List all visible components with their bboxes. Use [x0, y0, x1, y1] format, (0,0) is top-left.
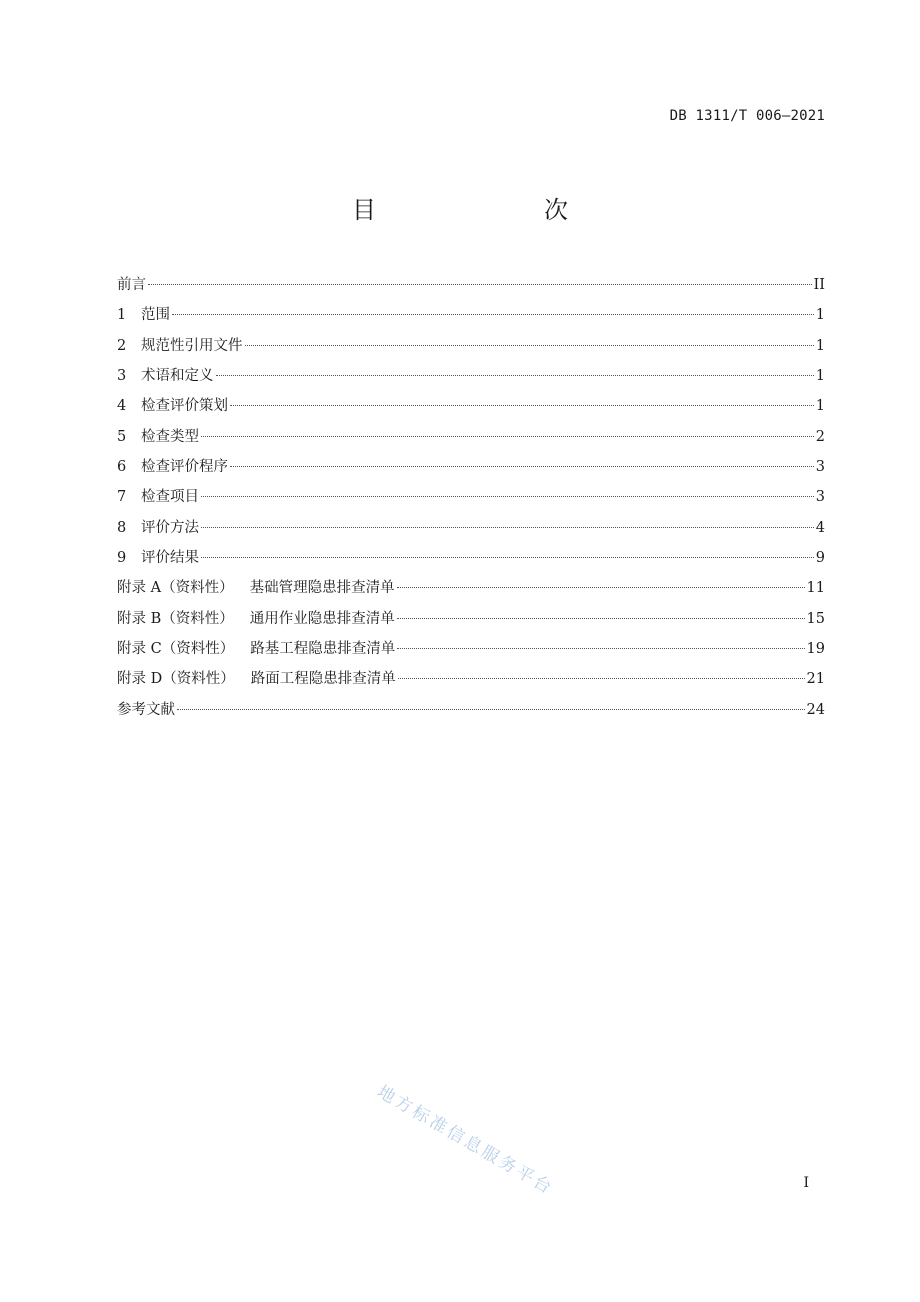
toc-entry-label — [117, 695, 175, 725]
toc-entry-subtitle: 路面工程隐患排查清单 — [250, 671, 396, 688]
toc-leader-dots — [397, 618, 805, 619]
toc-entry[interactable] — [117, 695, 825, 725]
toc-entry-number: 9 — [117, 550, 127, 567]
toc-entry-title: 附录 C（资料性） — [117, 641, 235, 658]
toc-entry-title: 附录 A（资料性） — [117, 580, 234, 597]
toc-entry-page: 21 — [806, 671, 825, 688]
toc-leader-dots — [245, 345, 814, 346]
toc-title: 目 次 — [352, 196, 608, 224]
toc-leader-dots — [201, 527, 814, 528]
toc-entry[interactable] — [117, 664, 825, 694]
toc-leader-dots — [397, 587, 805, 588]
toc-entry-subtitle: 通用作业隐患排查清单 — [249, 610, 395, 627]
toc-entry[interactable] — [117, 543, 825, 573]
toc-entry[interactable] — [117, 300, 825, 330]
toc-leader-dots — [230, 466, 814, 467]
toc-entry-title: 术语和定义 — [141, 368, 214, 385]
toc-entry[interactable] — [117, 452, 825, 482]
toc-entry-page: 1 — [815, 398, 825, 415]
toc-entry[interactable] — [117, 513, 825, 543]
toc-entry-page: 3 — [815, 489, 825, 506]
toc-entry-label — [117, 634, 395, 664]
toc-entry-page: 1 — [815, 337, 825, 354]
toc-entry-number: 1 — [117, 307, 127, 324]
toc-entry-label — [117, 391, 228, 421]
toc-entry[interactable] — [117, 634, 825, 664]
toc-entry-number: 2 — [117, 337, 127, 354]
toc-entry-page: 3 — [815, 459, 825, 476]
watermark: 地方标准信息服务平台 — [373, 1082, 557, 1200]
toc-leader-dots — [216, 375, 814, 376]
document-code: DB 1311/T 006—2021 — [669, 108, 825, 124]
toc-entry-title: 评价结果 — [141, 550, 199, 567]
toc-entry-label — [117, 452, 228, 482]
toc-entry-title: 评价方法 — [141, 519, 199, 536]
toc-leader-dots — [172, 314, 814, 315]
toc-entry[interactable] — [117, 331, 825, 361]
toc-entry-label — [117, 422, 199, 452]
toc-leader-dots — [201, 557, 814, 558]
toc-entry-page: 9 — [815, 550, 825, 567]
toc-entry-page: 19 — [806, 641, 825, 658]
toc-entry-title: 附录 B（资料性） — [117, 610, 234, 627]
table-of-contents — [117, 270, 825, 725]
toc-entry-label — [117, 361, 214, 391]
toc-entry-number: 5 — [117, 428, 127, 445]
toc-entry[interactable] — [117, 573, 825, 603]
toc-leader-dots — [398, 678, 805, 679]
toc-entry-label — [117, 270, 146, 300]
toc-entry[interactable] — [117, 270, 825, 300]
toc-entry-page: 1 — [815, 307, 825, 324]
toc-entry[interactable] — [117, 604, 825, 634]
toc-entry-label — [117, 482, 199, 512]
toc-entry-label — [117, 300, 170, 330]
toc-entry-number: 7 — [117, 489, 127, 506]
toc-entry-label — [117, 573, 395, 603]
toc-entry-title: 范围 — [141, 307, 170, 324]
toc-leader-dots — [177, 709, 805, 710]
toc-leader-dots — [201, 496, 814, 497]
page-number: I — [803, 1175, 809, 1191]
toc-entry-number: 4 — [117, 398, 127, 415]
toc-entry-page: 24 — [806, 701, 825, 718]
toc-entry-page: 11 — [806, 580, 825, 597]
toc-entry-title: 前言 — [117, 277, 146, 293]
toc-entry-label — [117, 664, 396, 694]
toc-entry[interactable] — [117, 482, 825, 512]
toc-entry-subtitle: 路基工程隐患排查清单 — [250, 641, 396, 658]
toc-entry-number: 8 — [117, 519, 127, 536]
toc-entry[interactable] — [117, 422, 825, 452]
toc-entry-title: 检查评价策划 — [141, 398, 228, 415]
toc-entry-subtitle: 基础管理隐患排查清单 — [249, 580, 395, 597]
toc-entry[interactable] — [117, 361, 825, 391]
toc-entry-title: 检查类型 — [141, 428, 199, 445]
toc-entry[interactable] — [117, 391, 825, 421]
toc-entry-title: 参考文献 — [117, 701, 175, 718]
toc-entry-page: 2 — [815, 428, 825, 445]
toc-entry-page: 4 — [815, 519, 825, 536]
toc-entry-title: 检查项目 — [141, 489, 199, 506]
toc-entry-number: 3 — [117, 368, 127, 385]
toc-entry-label — [117, 604, 395, 634]
toc-leader-dots — [397, 648, 804, 649]
toc-entry-title: 规范性引用文件 — [141, 337, 243, 354]
toc-entry-label — [117, 331, 243, 361]
toc-entry-page: II — [813, 277, 825, 293]
toc-entry-page: 15 — [806, 610, 825, 627]
toc-entry-page: 1 — [815, 368, 825, 385]
toc-entry-title: 检查评价程序 — [141, 459, 228, 476]
toc-entry-label — [117, 513, 199, 543]
toc-entry-label — [117, 543, 199, 573]
toc-leader-dots — [148, 284, 812, 285]
toc-entry-title: 附录 D（资料性） — [117, 671, 235, 688]
toc-entry-number: 6 — [117, 459, 127, 476]
toc-leader-dots — [201, 436, 814, 437]
toc-leader-dots — [230, 405, 814, 406]
